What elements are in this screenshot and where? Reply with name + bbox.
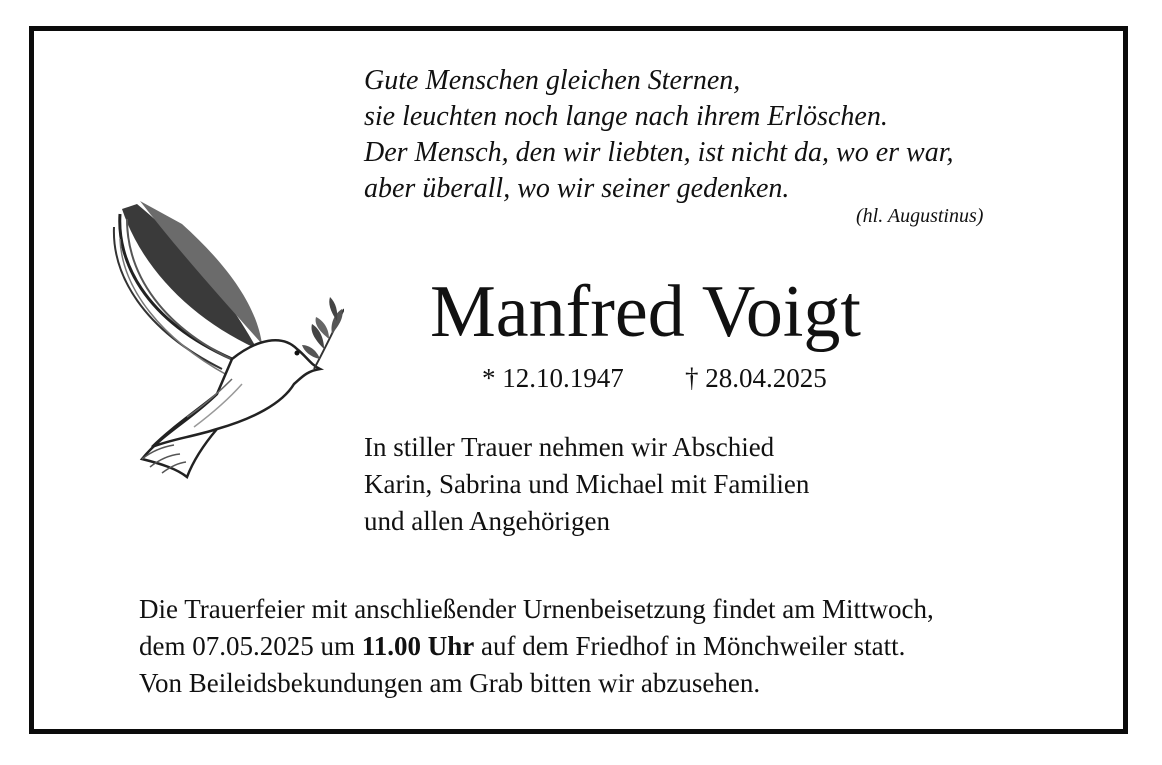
notice-line-2 [139,628,934,665]
poem-line: Gute Menschen gleichen Sternen, [364,65,741,96]
notice-line-3: Von Beileidsbekundungen am Grab bitten wir abzusehen. [139,668,761,698]
notice-time: 11.00 Uhr [361,631,475,661]
obituary-frame [29,26,1128,734]
poem-line: sie leuchten noch lange nach ihrem Erlöschen. [364,101,888,132]
birth-date: * 12.10.1947 [482,363,624,393]
poem-source: (hl. Augustinus) [856,205,984,227]
funeral-notice [139,591,934,702]
mourners-line: Karin, Sabrina und Michael mit Familien [364,469,810,499]
notice-line-1: Die Trauerfeier mit anschließender Urnenbeisetzung findet am Mittwoch, [139,594,934,624]
deceased-name: Manfred Voigt [430,271,861,353]
poem-quote [364,63,1044,207]
poem-line: aber überall, wo wir seiner gedenken. [364,173,790,204]
poem-line: Der Mensch, den wir liebten, ist nicht da, wo er war, [364,137,954,168]
mourners-line: In stiller Trauer nehmen wir Abschied [364,432,775,462]
dove-with-olive-branch-icon [82,179,344,485]
death-date: † 28.04.2025 [685,363,827,393]
notice-text: dem 07.05.2025 um [139,631,362,661]
mourners-block [364,429,809,540]
notice-text: auf dem Friedhof in Mönchweiler statt. [474,631,906,661]
mourners-line: und allen Angehörigen [364,506,610,536]
